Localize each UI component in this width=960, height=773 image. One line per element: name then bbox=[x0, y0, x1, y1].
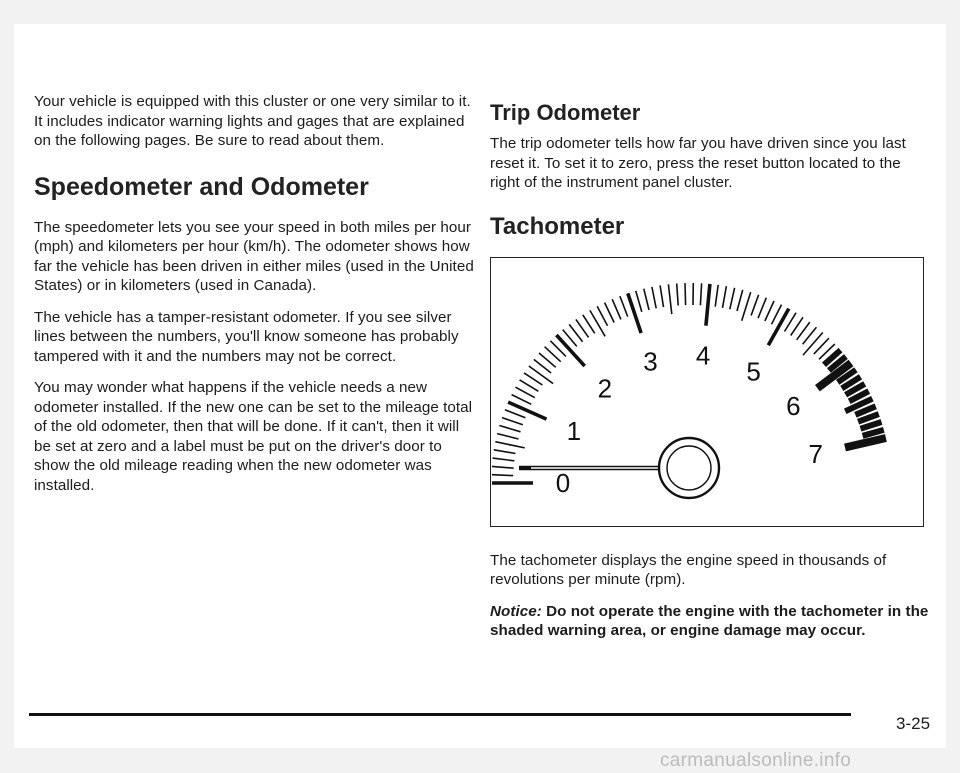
redline-tick-mark bbox=[845, 438, 886, 448]
minor-tick-mark bbox=[803, 332, 823, 355]
major-tick-mark bbox=[508, 402, 546, 419]
minor-tick-mark bbox=[493, 458, 515, 461]
trip-odometer-paragraph: The trip odometer tells how far you have driven since you last reset it. To set it to zero, press the reset button located to the right of the instrument panel cluster. bbox=[490, 135, 906, 191]
tachometer-label: 3 bbox=[643, 346, 658, 377]
minor-tick-mark bbox=[494, 449, 516, 453]
tachometer-label: 5 bbox=[746, 355, 761, 386]
minor-tick-mark bbox=[491, 474, 513, 475]
minor-tick-mark bbox=[751, 294, 759, 315]
tachometer-label: 2 bbox=[597, 372, 613, 403]
minor-tick-mark bbox=[644, 288, 649, 309]
speedometer-paragraph-1: The speedometer lets you see your speed in both miles per hour (mph) and kilometers per hour (km/h). The odometer shows how far the vehicle has been driven in either miles (used in the United States) or in kilometers (used in Canada). bbox=[34, 218, 474, 294]
minor-tick-mark bbox=[499, 425, 520, 431]
tachometer-heading: Tachometer bbox=[490, 212, 625, 240]
minor-tick-mark bbox=[685, 283, 686, 305]
speedometer-paragraph-2: The vehicle has a tamper-resistant odometer. If you see silver lines between the numbers, you'll know someone has probably tampered with it and the numbers may not be correct. bbox=[34, 308, 459, 365]
major-tick-mark bbox=[768, 308, 789, 345]
minor-tick-mark bbox=[660, 285, 663, 307]
minor-tick-mark bbox=[516, 387, 535, 398]
minor-tick-mark bbox=[512, 394, 532, 404]
tachometer-label: 0 bbox=[555, 467, 571, 498]
trip-odometer-heading: Trip Odometer bbox=[490, 100, 641, 125]
minor-tick-mark bbox=[529, 366, 553, 384]
notice-paragraph bbox=[490, 602, 930, 641]
notice-text: Do not operate the engine with the tachometer in the shaded warning area, or engine damage may occur. bbox=[490, 602, 929, 639]
tachometer-label: 4 bbox=[695, 340, 711, 371]
minor-tick-mark bbox=[758, 297, 766, 317]
minor-tick-mark bbox=[497, 433, 518, 438]
left-column bbox=[34, 92, 474, 507]
redline-tick-mark bbox=[863, 429, 884, 435]
major-tick-mark bbox=[706, 283, 710, 325]
major-tick-mark bbox=[628, 293, 641, 333]
needle-hub-outer bbox=[659, 438, 719, 498]
speedometer-heading: Speedometer and Odometer bbox=[34, 172, 369, 201]
footer-rule bbox=[29, 713, 851, 716]
right-column bbox=[490, 100, 930, 653]
minor-tick-mark bbox=[520, 379, 539, 390]
minor-tick-mark bbox=[505, 409, 526, 417]
minor-tick-mark bbox=[730, 287, 735, 309]
minor-tick-mark bbox=[668, 284, 671, 314]
page-number: 3-25 bbox=[896, 714, 931, 733]
minor-tick-mark bbox=[495, 441, 524, 447]
watermark-text: carmanualsonline.info bbox=[660, 750, 852, 771]
minor-tick-mark bbox=[620, 296, 628, 317]
minor-tick-mark bbox=[590, 310, 605, 336]
manual-page bbox=[14, 24, 946, 748]
tachometer-label: 7 bbox=[808, 438, 823, 469]
minor-tick-mark bbox=[677, 283, 679, 305]
minor-tick-mark bbox=[723, 286, 727, 308]
speedometer-paragraph-3: You may wonder what happens if the vehicle needs a new odometer installed. If the new one can be set to the mileage total of the old odometer, then that will be done. If it can't, then it will be set at zero and a label must be put on the driver's door to show the old mileage reading when the new odometer was installed. bbox=[34, 379, 473, 494]
notice-label: Notice: bbox=[490, 602, 542, 620]
minor-tick-mark bbox=[700, 283, 701, 305]
tachometer-caption: The tachometer displays the engine speed in thousands of revolutions per minute (rpm). bbox=[490, 551, 887, 588]
minor-tick-mark bbox=[765, 301, 774, 321]
intro-paragraph: Your vehicle is equipped with this cluster or one very similar to it. It includes indicator warning lights and gages that are explained on the following pages. Be sure to read about them. bbox=[34, 93, 471, 149]
minor-tick-mark bbox=[605, 302, 615, 322]
tachometer-label: 6 bbox=[786, 390, 801, 421]
minor-tick-mark bbox=[502, 417, 523, 424]
minor-tick-mark bbox=[636, 290, 642, 311]
minor-tick-mark bbox=[715, 284, 718, 306]
minor-tick-mark bbox=[612, 299, 621, 319]
minor-tick-mark bbox=[742, 292, 751, 321]
tachometer-gauge bbox=[491, 258, 923, 526]
minor-tick-mark bbox=[652, 286, 656, 308]
minor-tick-mark bbox=[737, 289, 743, 310]
tachometer-label: 1 bbox=[566, 415, 582, 446]
redline-tick-mark bbox=[861, 422, 882, 429]
minor-tick-mark bbox=[492, 466, 514, 468]
tachometer-illustration bbox=[490, 257, 924, 527]
minor-tick-mark bbox=[597, 306, 607, 325]
